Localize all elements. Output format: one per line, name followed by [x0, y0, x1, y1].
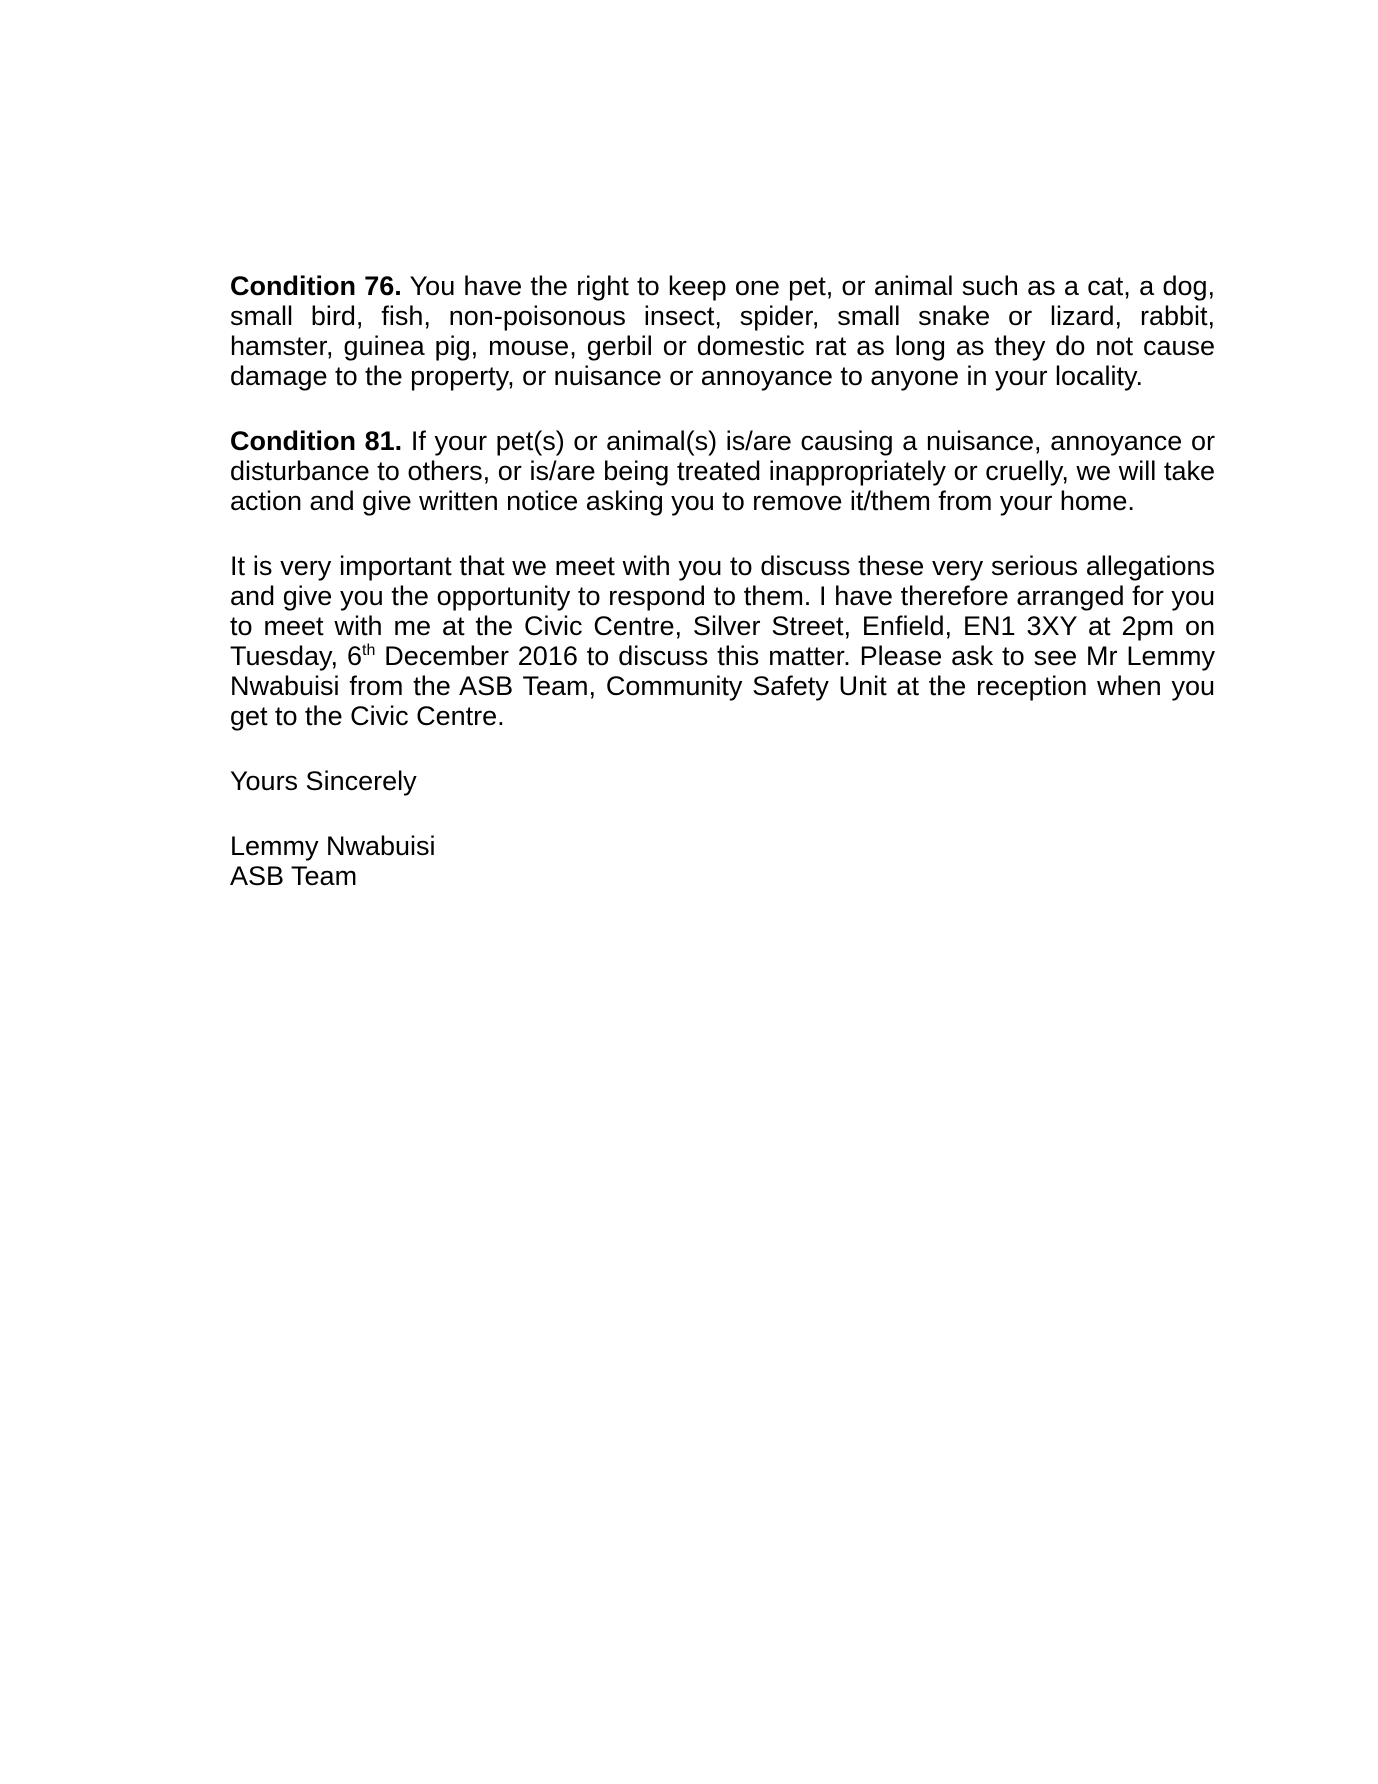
paragraph-condition-81	[230, 426, 1215, 516]
paragraph-meeting-arrangement	[230, 551, 1215, 731]
signature-name: Lemmy Nwabuisi	[230, 831, 436, 861]
condition-81-label: Condition 81.	[230, 426, 403, 456]
meeting-text-after-date-suffix: December 2016 to discuss this matter. Please ask to see Mr Lemmy Nwabuisi from the ASB Team, Community Safety Unit at the reception when you get to the Civic Centre.	[230, 641, 1215, 731]
closing-line: Yours Sincerely	[230, 766, 417, 796]
signature-team: ASB Team	[230, 861, 358, 891]
date-ordinal-suffix: th	[362, 642, 376, 659]
condition-76-label: Condition 76.	[230, 271, 402, 301]
paragraph-condition-76	[230, 271, 1215, 391]
condition-76-text: You have the right to keep one pet, or animal such as a cat, a dog, small bird, fish, non-poisonous insect, spider, small snake or lizard, rabbit, hamster, guinea pig, mouse, gerbil or domestic rat as long as they do not cause damage to the property, or nuisance or annoyance to anyone in your locality.	[230, 271, 1215, 391]
letter-body	[230, 271, 1215, 891]
meeting-text-before-date-suffix: It is very important that we meet with you to discuss these very serious allegations and give you the opportunity to respond to them. I have therefore arranged for you to meet with me at the Civic Centre, Silver Street, Enfield, EN1 3XY at 2pm on Tuesday, 6	[230, 551, 1215, 671]
signature-block	[230, 831, 1215, 891]
condition-81-text: If your pet(s) or animal(s) is/are causing a nuisance, annoyance or disturbance to others, or is/are being treated inappropriately or cruelly, we will take action and give written notice asking you to remove it/them from your home.	[230, 426, 1215, 516]
